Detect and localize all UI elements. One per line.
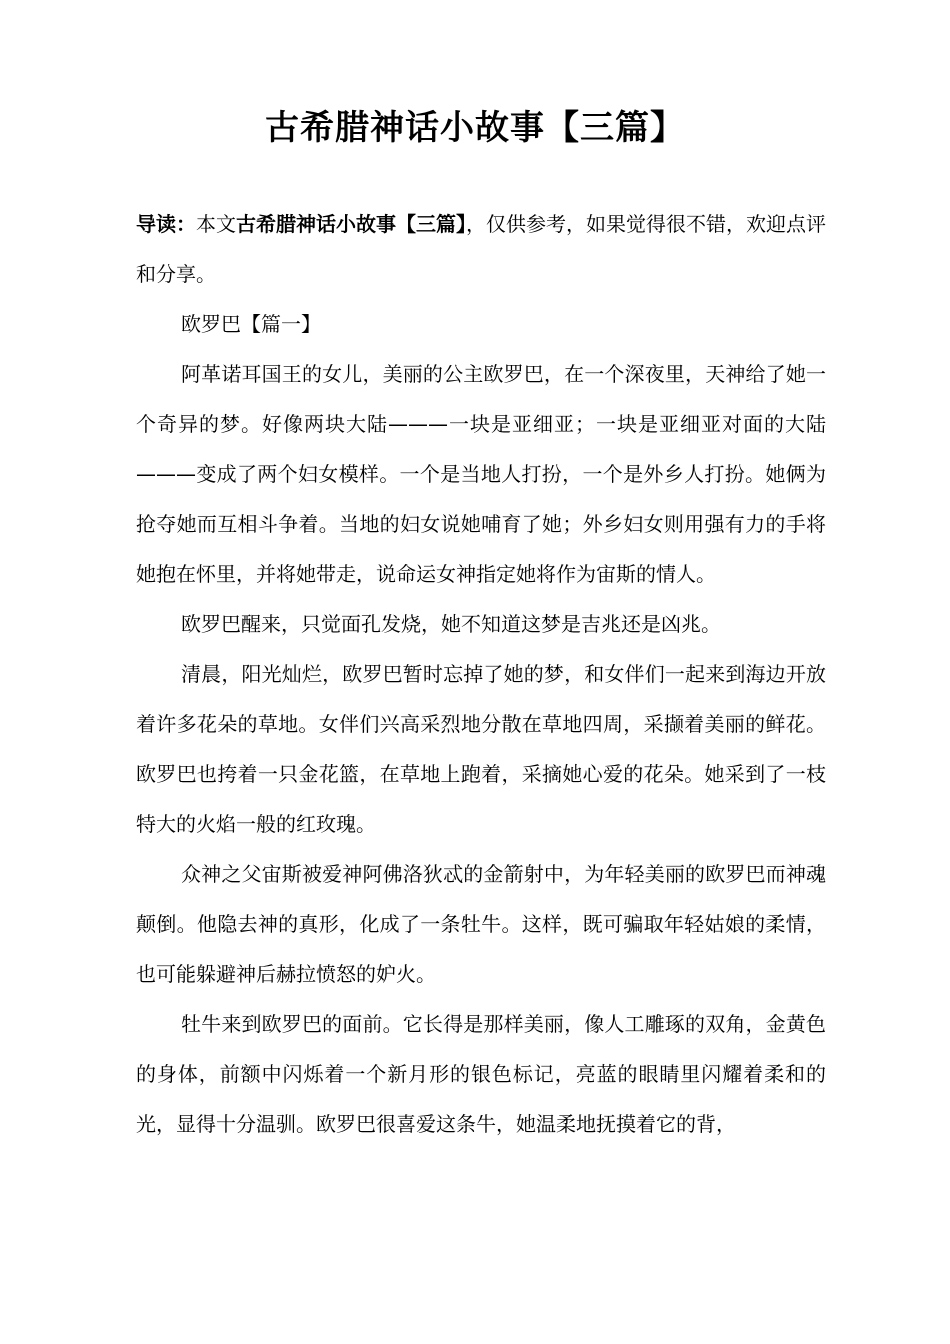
paragraph: 清晨，阳光灿烂，欧罗巴暂时忘掉了她的梦，和女伴们一起来到海边开放着许多花朵的草地。女伴们兴高采烈地分散在草地四周，采撷着美丽的鲜花。欧罗巴也挎着一只金花篮，在草地上跑着，采摘她心爱的花朵。她采到了一枝特大的火焰一般的红玫瑰。	[136, 662, 826, 836]
paragraph: 阿革诺耳国王的女儿，美丽的公主欧罗巴，在一个深夜里，天神给了她一个奇异的梦。好像两块大陆———一块是亚细亚；一块是亚细亚对面的大陆———变成了两个妇女模样。一个是当地人打扮，一个是外乡人打扮。她俩为抢夺她而互相斗争着。当地的妇女说她哺育了她；外乡妇女则用强有力的手将她抱在怀里，并将她带走，说命运女神指定她将作为宙斯的情人。	[136, 362, 826, 586]
intro-highlight: 古希腊神话小故事【三篇】	[236, 212, 466, 236]
intro-paragraph	[136, 199, 826, 299]
document-title: 古希腊神话小故事【三篇】	[265, 108, 685, 148]
intro-prefix: 本文	[196, 212, 236, 236]
paragraph: 众神之父宙斯被爱神阿佛洛狄忒的金箭射中，为年轻美丽的欧罗巴而神魂颠倒。他隐去神的真形，化成了一条牡牛。这样，既可骗取年轻姑娘的柔情，也可能躲避神后赫拉愤怒的妒火。	[136, 862, 826, 986]
paragraph: 牡牛来到欧罗巴的面前。它长得是那样美丽，像人工雕琢的双角，金黄色的身体，前额中闪烁着一个新月形的银色标记，亮蓝的眼睛里闪耀着柔和的光，显得十分温驯。欧罗巴很喜爱这条牛，她温柔地抚摸着它的背，	[136, 1012, 826, 1136]
intro-suffix: ，仅供参考，如果觉得很不错，欢迎点评和分享。	[136, 212, 826, 286]
document-body	[136, 199, 826, 1149]
intro-label: 导读：	[136, 212, 196, 236]
section-heading: 欧罗巴【篇一】	[181, 312, 321, 336]
paragraph: 欧罗巴醒来，只觉面孔发烧，她不知道这梦是吉兆还是凶兆。	[181, 612, 721, 636]
